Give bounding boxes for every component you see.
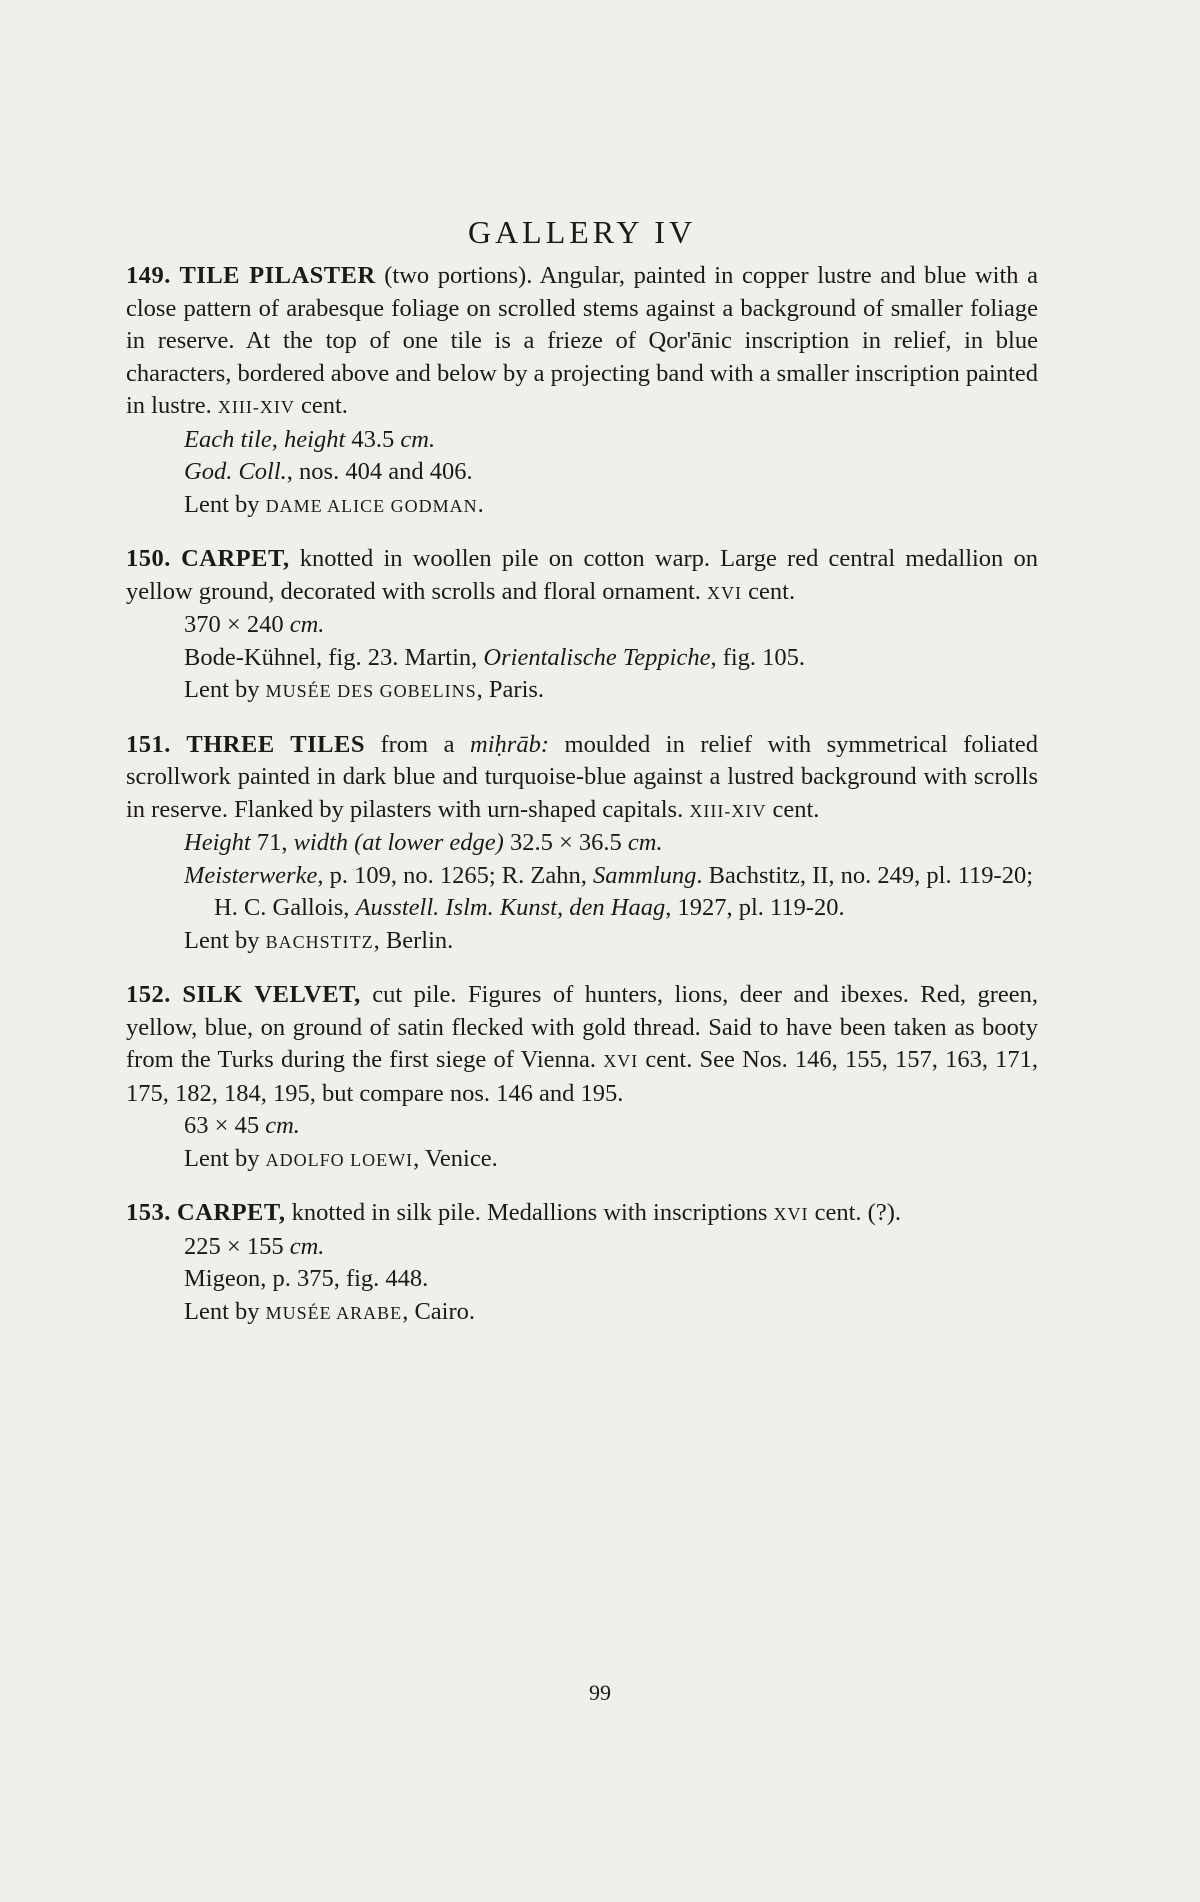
lender-name: BACHSTITZ [265,931,374,952]
dimensions-label: width (at lower edge) [293,829,504,856]
entry-name: CARPET, [181,545,290,572]
entry-century: XIII-XIV [217,397,295,417]
catalogue-entry-149 [126,260,1038,522]
dimensions-value: 63 × 45 [184,1112,260,1139]
entry-text: knotted in silk pile. Medallions with inscriptions [291,1199,768,1226]
reference-detail: , fig. 105. [710,643,806,671]
reference-title: Meisterwerke [184,861,318,889]
entry-text: moulded in relief with symmetrical foliated scrollwork painted in dark blue and turquoise-blue against a lustred background with scrolls in reserve. Flanked by pilasters with urn-shaped capitals. [126,730,1039,823]
dimensions-value: 43.5 [351,425,395,453]
dimensions-unit: cm. [289,611,325,638]
dimensions-value: 71, [256,829,288,856]
entry-century: XVI [603,1051,639,1071]
entry-spacer [126,522,1038,543]
reference-detail: Migeon, p. 375, fig. 448. [184,1265,429,1292]
lent-by-label: Lent by [184,1144,260,1172]
dimensions-unit: cm. [627,829,663,856]
entry-number: 149. [126,262,171,289]
dimensions-unit: cm. [289,1232,325,1260]
entry-century-suffix: cent. [748,577,796,605]
entry-dimensions [126,424,1038,457]
lender-name: ADOLFO LOEWI [265,1149,414,1170]
entry-spacer [126,1176,1038,1197]
dimensions-unit: cm. [400,425,436,453]
entry-century: XIII-XIV [689,800,767,821]
entry-lender [126,489,1038,523]
dimensions-value: 32.5 × 36.5 [509,829,622,856]
entry-reference [126,860,1038,925]
lent-by-label: Lent by [184,676,260,703]
lender-suffix: , Venice. [413,1144,498,1172]
entry-century-suffix: cent. See Nos. 146, 155, 157, 163, 171, 175, 182, 184, 195, but compare nos. 146 and 195. [126,1046,1039,1107]
entry-text: (two portions). Angular, painted in copper lustre and blue with a close pattern of arabesque foliage on scrolled stems against a background of smaller foliage in reserve. At the top of one tile is a frieze of Qor'ānic inscription in relief, in blue characters, bordered above and below by a projecting band with a smaller inscription painted in lustre. [126,262,1038,419]
reference-detail: Bode-Kühnel, fig. 23. Martin, [184,643,478,671]
entry-text: knotted in woollen pile on cotton warp. Large red central medallion on yellow ground, decorated with scrolls and floral ornament. [126,545,1038,605]
lent-by-label: Lent by [184,1297,260,1325]
catalogue-page [126,212,1038,1329]
entry-dimensions [126,1110,1038,1143]
gallery-title: GALLERY IV [467,214,697,250]
entry-name: CARPET, [177,1199,286,1226]
entry-dimensions [126,1231,1038,1264]
page-number: 99 [589,1680,611,1705]
entry-text: from a [380,730,455,758]
entry-name: TILE PILASTER [179,262,376,289]
entry-text: cut pile. Figures of hunters, lions, deer and ibexes. Red, green, yellow, blue, on ground of satin flecked with gold thread. Said to have been taken as booty from the Turks during the first siege of Vienna. [126,981,1038,1073]
entry-number: 150. [126,545,171,572]
reference-detail: , nos. 404 and 406. [286,458,473,485]
reference-detail: , p. 109, no. 1265; R. Zahn, [317,861,587,889]
lender-suffix: , Berlin. [373,926,454,954]
lender-name: MUSÉE ARABE [265,1302,403,1323]
entry-lender [126,925,1038,959]
entry-number: 152. [126,981,171,1008]
entry-dimensions [126,827,1038,860]
reference-title: Sammlung [592,861,697,889]
reference-detail: . Bachstitz, II, no. 249, pl. 119-20; H. C. Gallois, [214,861,1034,921]
entry-lender [126,1296,1038,1330]
entry-name: THREE TILES [186,730,365,758]
dimensions-label: Height [184,829,251,856]
entry-spacer [126,708,1038,729]
entry-number: 151. [126,730,171,758]
entry-description [126,729,1038,828]
entry-text-italic: miḥrāb: [470,730,549,758]
reference-detail: , 1927, pl. 119-20. [665,894,845,921]
dimensions-value: 225 × 155 [184,1232,284,1260]
entry-description [126,1197,1038,1231]
lent-by-label: Lent by [184,490,260,518]
entry-description [126,543,1038,609]
dimensions-label: Each tile, height [184,425,346,453]
entry-description [126,260,1038,424]
entry-century-suffix: cent. [772,795,820,823]
catalogue-entry-150 [126,543,1038,708]
lender-name: DAME ALICE GODMAN [265,495,478,516]
reference-title: God. Coll. [184,458,287,485]
entry-lender [126,674,1038,708]
catalogue-entry-151 [126,729,1038,959]
entry-century: XVI [707,582,743,603]
entry-lender [126,1143,1038,1177]
entry-century: XVI [773,1204,809,1224]
lender-suffix: . [477,490,484,518]
entry-century-suffix: cent. (?). [814,1199,901,1226]
entry-description [126,979,1038,1110]
dimensions-unit: cm. [265,1112,300,1139]
lender-suffix: , Paris. [476,676,545,703]
entry-spacer [126,958,1038,979]
lent-by-label: Lent by [184,926,260,954]
dimensions-value: 370 × 240 [184,611,284,638]
entry-reference [126,456,1038,489]
lender-name: MUSÉE DES GOBELINS [265,681,477,701]
entry-reference [126,1263,1038,1296]
entry-reference [126,642,1038,675]
entry-century-suffix: cent. [300,392,348,419]
entry-number: 153. [126,1199,171,1226]
reference-title: Ausstell. Islm. Kunst, den Haag [355,894,666,921]
reference-title: Orientalische Teppiche [483,643,711,671]
entry-name: SILK VELVET, [182,981,361,1008]
entry-dimensions [126,609,1038,642]
catalogue-entry-153 [126,1197,1038,1329]
catalogue-entry-152 [126,979,1038,1176]
lender-suffix: , Cairo. [402,1297,475,1325]
